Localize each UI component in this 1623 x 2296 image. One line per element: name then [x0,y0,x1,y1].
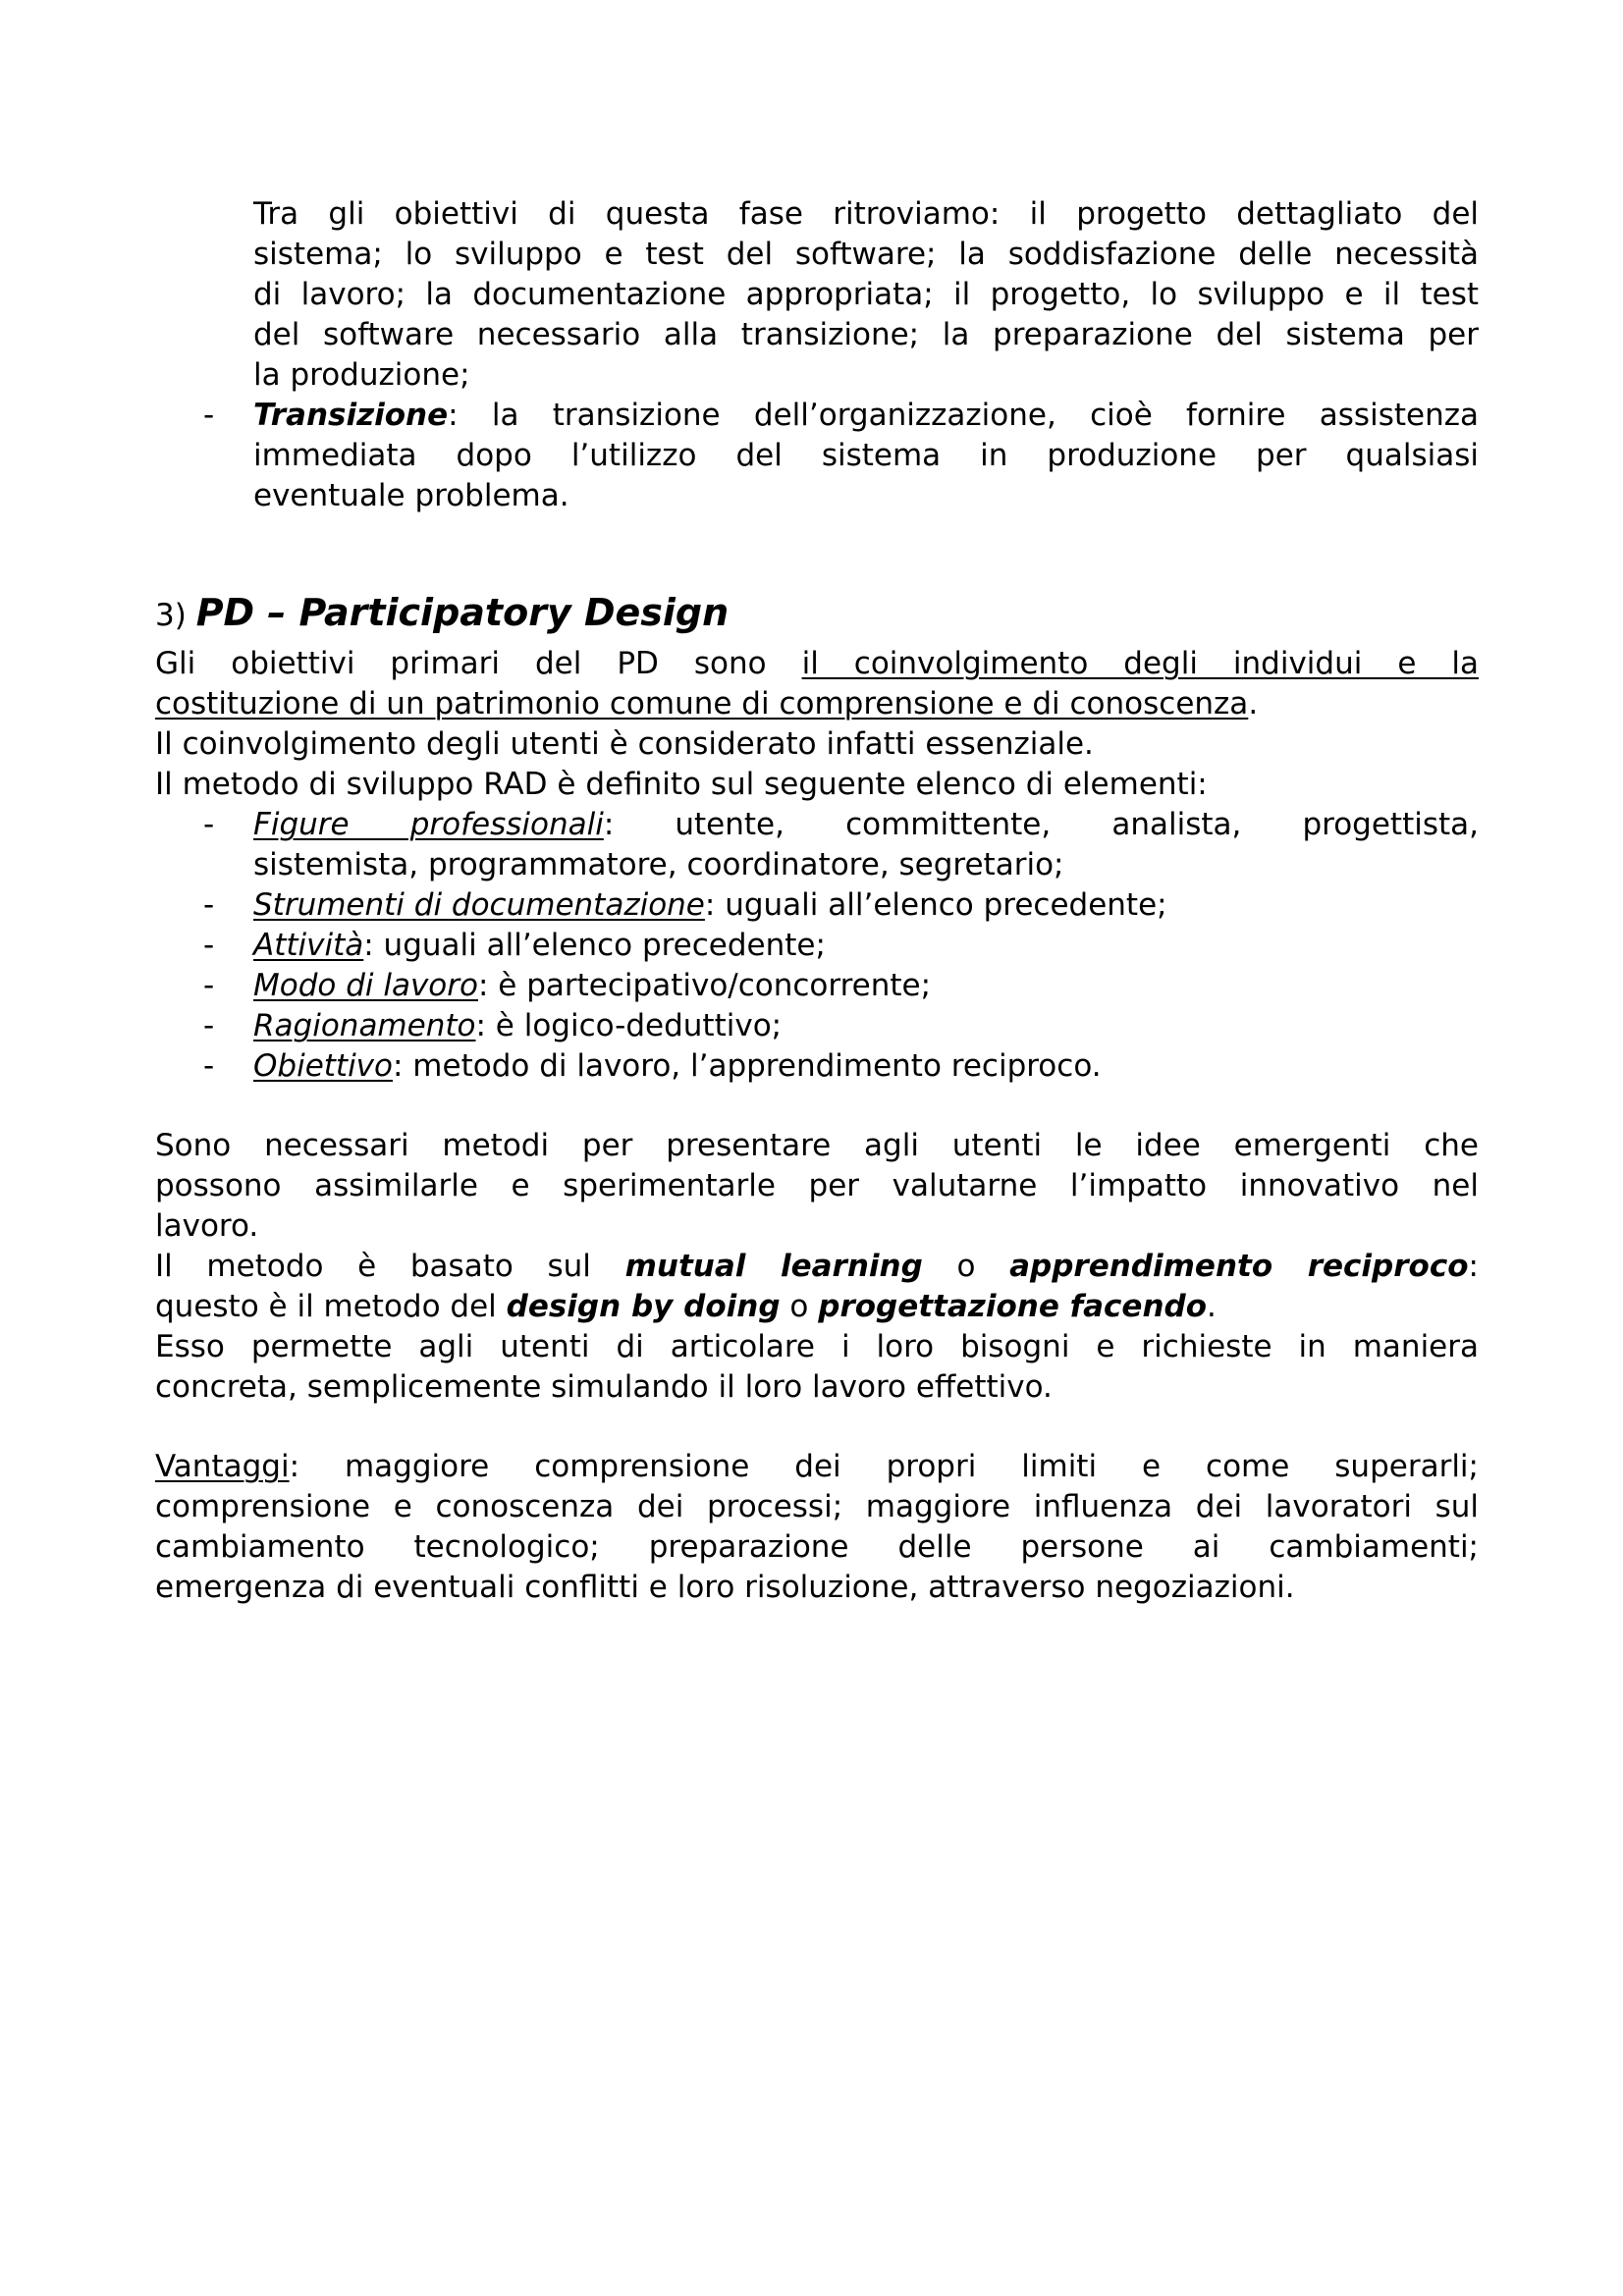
term-obiettivo: Obiettivo [253,1048,393,1084]
item-text: : metodo di lavoro, l’apprendimento reciproco. [393,1048,1102,1084]
continuation-paragraph [253,194,1479,396]
item-text: : utente, committente, analista, progettista, [603,807,1479,842]
item-text: immediata dopo l’utilizzo del sistema in produzione per qualsiasi [253,438,1479,473]
vantaggi-label: Vantaggi [155,1449,290,1484]
term-mutual-learning: mutual learning [624,1249,923,1284]
term-modo-di-lavoro: Modo di lavoro [253,968,478,1003]
item-text: : è logico-deduttivo; [475,1008,783,1043]
paragraph-text: o [780,1289,819,1324]
paragraph-line: emergenza di eventuali conflitti e loro risoluzione, attraverso negoziazioni. [155,1570,1295,1605]
paragraph-line: lavoro. [155,1208,259,1244]
paragraph-line: Esso permette agli utenti di articolare i loro bisogni e richieste in maniera [155,1329,1479,1364]
term-figure-professionali: Figure professionali [253,807,604,842]
paragraph-line: possono assimilarle e sperimentarle per valutarne l’impatto innovativo nel [155,1168,1479,1203]
dash-bullet: - [203,968,215,1003]
elements-list [203,805,1479,1087]
item-text: : la transizione dell’organizzazione, cioè fornire assistenza [448,398,1479,433]
paragraph-line: concreta, semplicemente simulando il loro lavoro effettivo. [155,1369,1053,1405]
underlined-text: il coinvolgimento degli individui e la [801,646,1479,681]
dash-bullet: - [203,1008,215,1043]
intro-text: . [1248,686,1259,721]
paragraph-line: la produzione; [253,357,470,393]
section-title: PD – Participatory Design [195,591,730,634]
term-apprendimento-reciproco: apprendimento reciproco [1009,1249,1469,1284]
paragraph-text: o [922,1249,1010,1284]
dash-bullet: - [203,928,215,963]
term-attivita: Attività [253,928,364,963]
methods-paragraph [155,1126,1479,1408]
list-item [203,1046,1479,1087]
paragraph-line: Tra gli obiettivi di questa fase ritroviamo: il progetto dettagliato del [253,196,1479,232]
paragraph-line: comprensione e conoscenza dei processi; maggiore influenza dei lavoratori sul [155,1489,1479,1524]
term-design-by-doing: design by doing [506,1289,781,1324]
item-text: : uguali all’elenco precedente; [363,928,826,963]
list-item [203,966,1479,1006]
paragraph-line: di lavoro; la documentazione appropriata; il progetto, lo sviluppo e il test [253,277,1479,312]
term-ragionamento: Ragionamento [253,1008,476,1043]
paragraph-line: Sono necessari metodi per presentare agli utenti le idee emergenti che [155,1128,1479,1163]
paragraph-line: cambiamento tecnologico; preparazione delle persone ai cambiamenti; [155,1529,1479,1565]
paragraph-line: sistema; lo sviluppo e test del software; la soddisfazione delle necessità [253,237,1479,272]
dash-bullet: - [203,807,215,842]
list-item [203,805,1479,885]
section-number: 3) [155,598,187,633]
item-text: : uguali all’elenco precedente; [704,887,1167,923]
underlined-text: costituzione di un patrimonio comune di comprensione e di conoscenza [155,686,1249,721]
paragraph-line: del software necessario alla transizione; la preparazione del sistema per [253,317,1479,352]
paragraph-text: . [1207,1289,1217,1324]
list-item [203,926,1479,966]
intro-text: Il metodo di sviluppo RAD è definito sul seguente elenco di elementi: [155,767,1208,802]
transizione-item [203,396,1479,516]
term-transizione: Transizione [253,398,449,433]
paragraph-text: : [1468,1249,1479,1284]
dash-bullet: - [203,887,215,923]
paragraph-text: Il metodo è basato sul [155,1249,625,1284]
paragraph-text: : maggiore comprensione dei propri limiti e come superarli; [289,1449,1479,1484]
list-item [203,396,1479,516]
item-text: : è partecipativo/concorrente; [478,968,932,1003]
paragraph-text: questo è il metodo del [155,1289,507,1324]
item-text: sistemista, programmatore, coordinatore, segretario; [253,847,1064,882]
list-item [203,1006,1479,1046]
intro-text: Gli obiettivi primari del PD sono [155,646,802,681]
term-strumenti: Strumenti di documentazione [253,887,705,923]
intro-text: Il coinvolgimento degli utenti è considerato infatti essenziale. [155,726,1094,762]
intro-paragraph [155,644,1479,805]
dash-bullet: - [203,398,215,433]
dash-bullet: - [203,1048,215,1084]
term-progettazione-facendo: progettazione facendo [818,1289,1208,1324]
list-item [203,885,1479,926]
vantaggi-paragraph [155,1447,1479,1608]
item-text: eventuale problema. [253,478,569,513]
section-heading [155,593,1479,636]
